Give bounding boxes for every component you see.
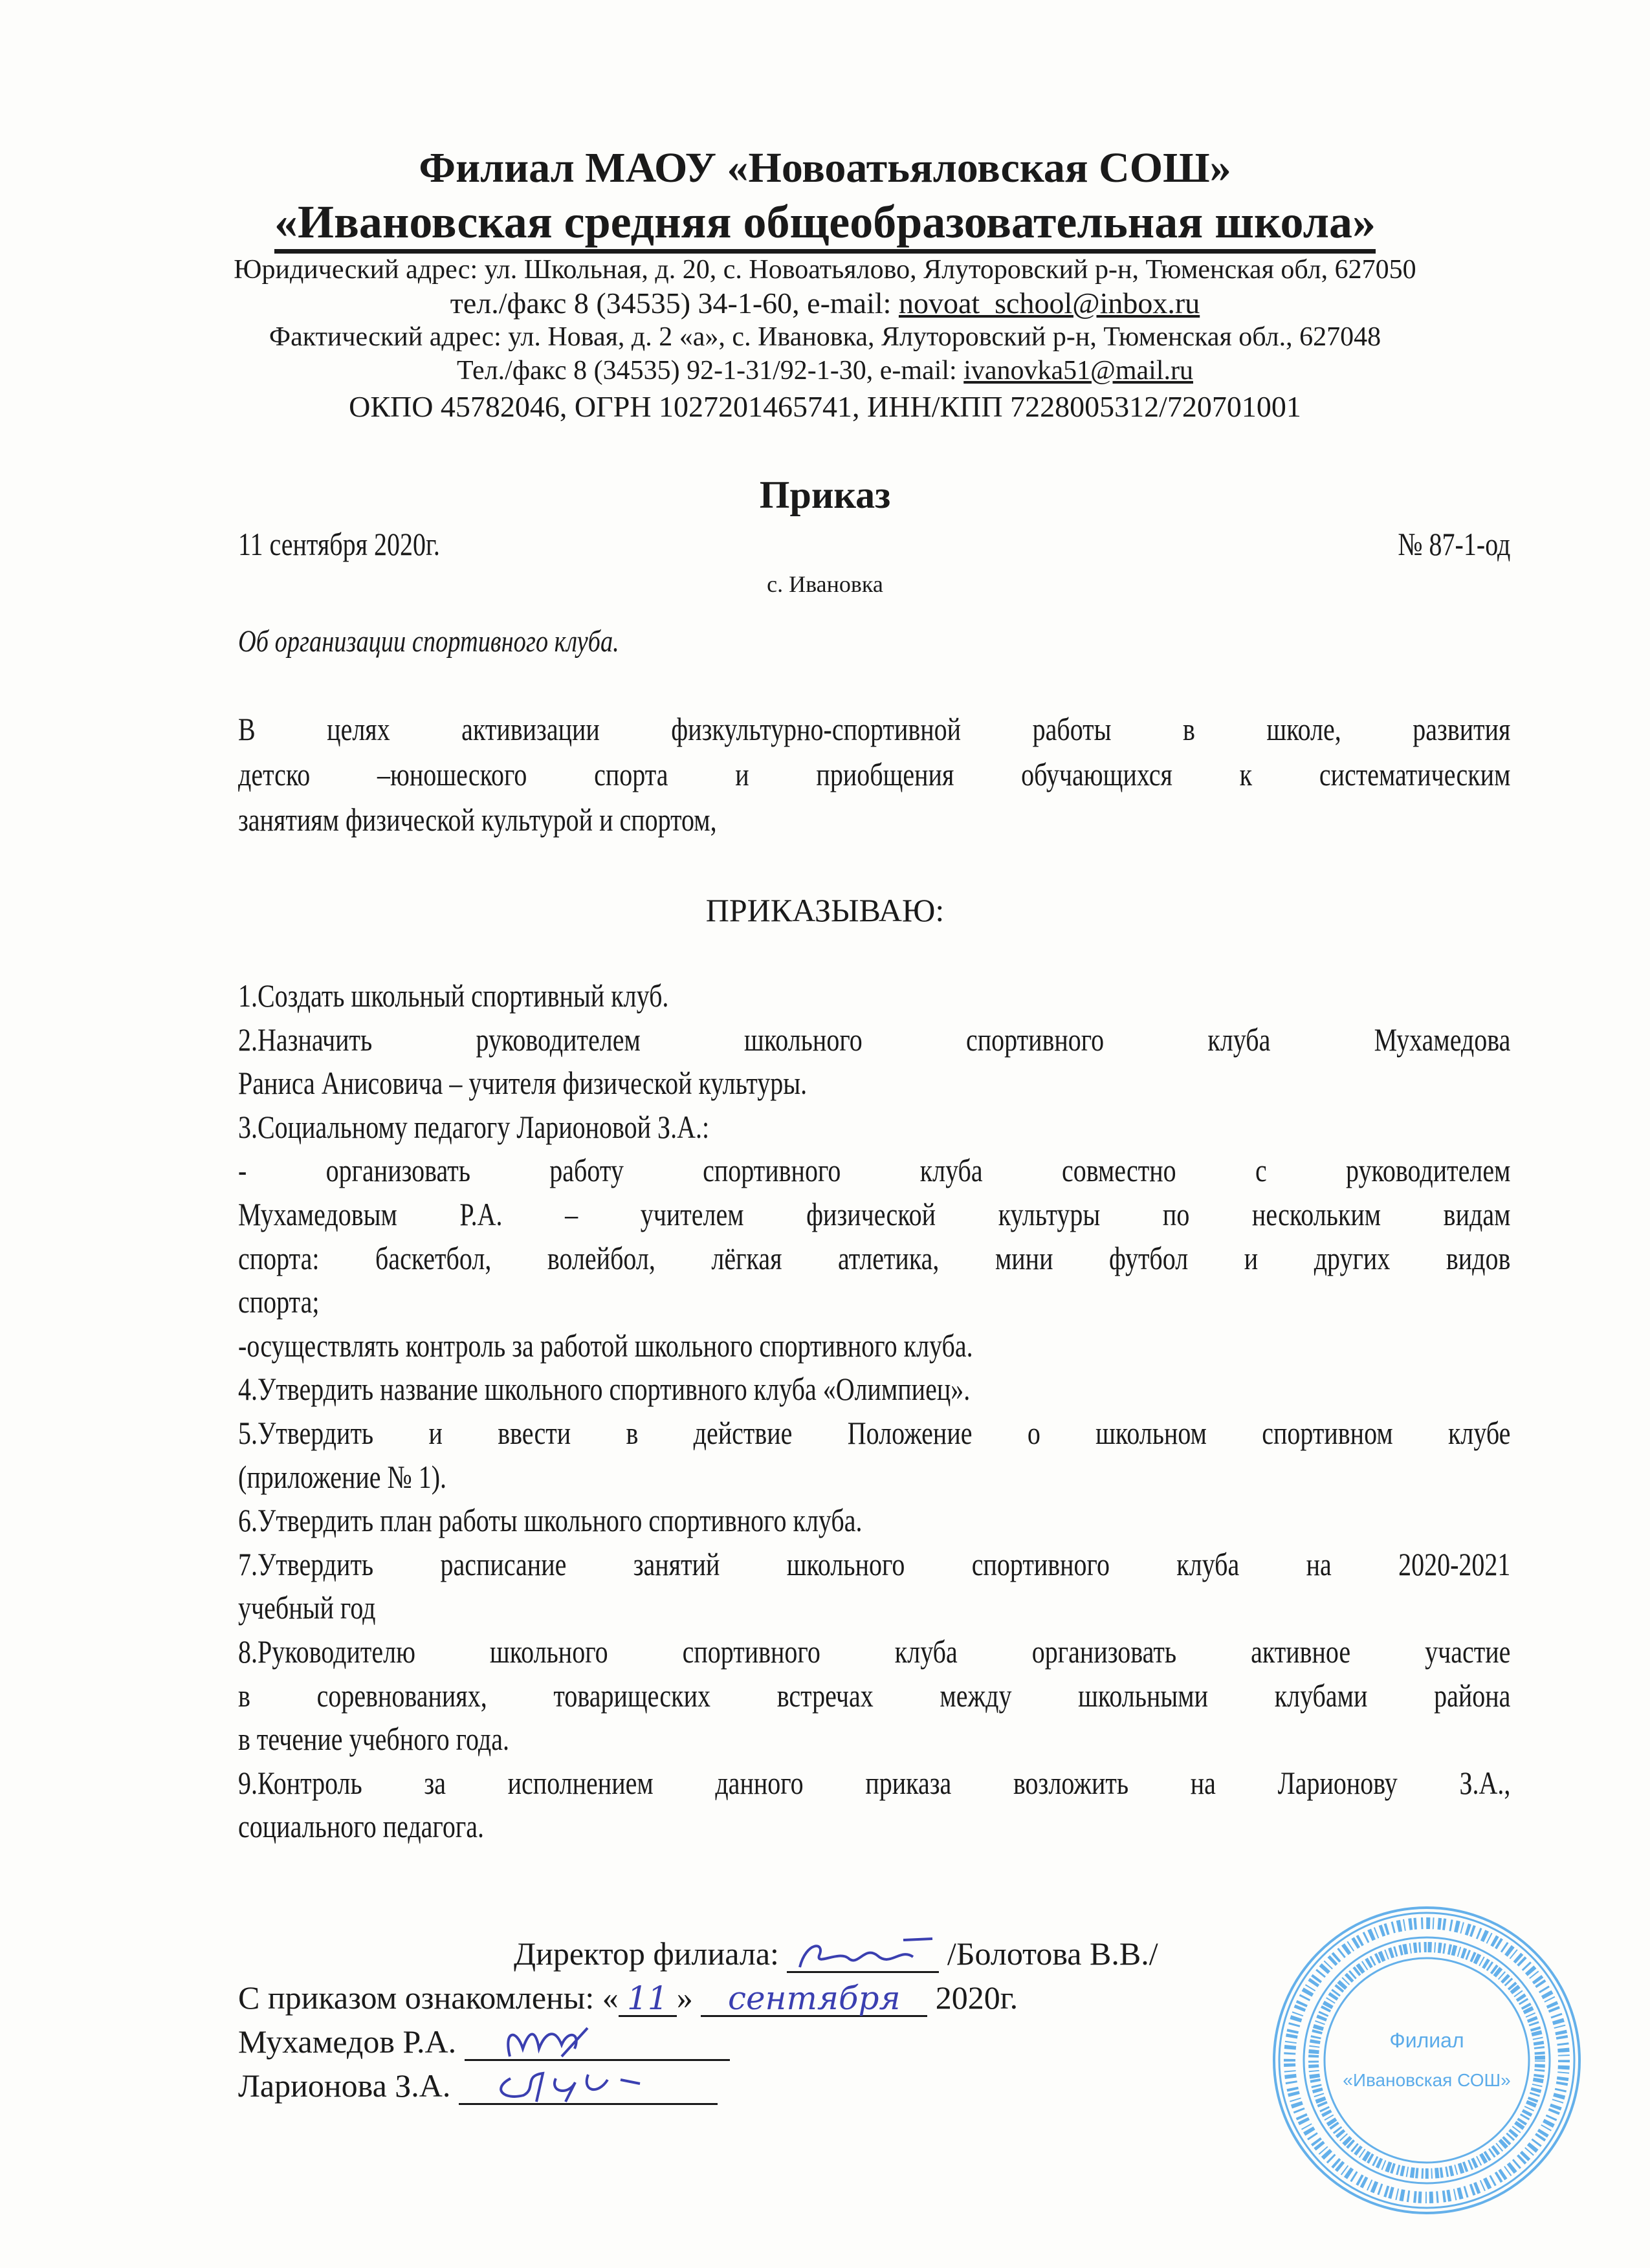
text-line: (приложение № 1). (238, 1458, 447, 1495)
order-items (238, 974, 1510, 1849)
person1-name: Мухамедов Р.А. (238, 2023, 457, 2060)
org-line: Филиал МАОУ «Новоатьяловская СОШ» (419, 144, 1231, 191)
person2-signature-line (459, 2069, 718, 2105)
official-stamp (1268, 1902, 1585, 2219)
actual-address: Фактический адрес: ул. Новая, д. 2 «а», с. Ивановка, Ялуторовский р-н, Тюменская обл., 627048 (269, 322, 1381, 352)
text-line: в соревнованиях, товарищеских встречах между школьными клубами района (238, 1677, 1511, 1714)
ack-month: сентября (701, 1981, 927, 2017)
person2-row (238, 2066, 718, 2105)
text-line: - организовать работу спортивного клуба совместно с руководителем (238, 1152, 1511, 1189)
text-line: детско –юношеского спорта и приобщения обучающихся к систематическим (238, 756, 1511, 792)
order-meta (238, 521, 1510, 567)
director-signature-row (514, 1934, 1158, 1973)
text-line: занятиям физической культурой и спортом, (238, 801, 717, 838)
stamp-outer-lettering (1290, 1923, 1564, 2197)
person2-signature-icon (485, 2069, 692, 2103)
text-line: В целях активизации физкультурно-спортивной работы в школе, развития (238, 711, 1511, 747)
person1-signature-line (465, 2025, 730, 2061)
order-subject: Об организации спортивного клуба. (238, 624, 619, 659)
text-line: Раниса Анисовича – учителя физической культуры. (238, 1065, 808, 1102)
ack-year: 2020г. (935, 1979, 1018, 2016)
order-date: 11 сентября 2020г. (238, 526, 440, 562)
order-title: Приказ (759, 474, 891, 516)
stamp-middle-lettering (1314, 1947, 1540, 2174)
ack-quote: » (676, 1979, 693, 2016)
text-line: 2.Назначить руководителем школьного спортивного клуба Мухамедова (238, 1021, 1511, 1058)
phone-2: Тел./факс 8 (34535) 92-1-31/92-1-30, e-mail: (457, 356, 964, 386)
text-line: 9.Контроль за исполнением данного приказа возложить на Ларионову З.А., (238, 1764, 1511, 1801)
phone-line-1 (0, 287, 1650, 320)
phone-line-2 (0, 354, 1650, 387)
email-link-1[interactable]: novoat_school@inbox.ru (898, 287, 1200, 320)
phone-1: тел./факс 8 (34535) 34-1-60, e-mail: (450, 287, 899, 320)
acknowledgement-row (238, 1978, 1018, 2017)
stamp-center-2: «Ивановская СОШ» (1343, 2070, 1511, 2090)
text-line: Мухамедовым Р.А. – учителем физической культуры по нескольким видам (238, 1195, 1511, 1232)
text-line: 7.Утвердить расписание занятий школьного спортивного клуба на 2020-2021 (238, 1545, 1511, 1582)
director-signature-line (787, 1937, 939, 1973)
text-line: учебный год (238, 1589, 376, 1626)
org-codes: ОКПО 45782046, ОГРН 1027201465741, ИНН/КПП 7228005312/720701001 (349, 390, 1301, 423)
person1-signature-icon (490, 2025, 685, 2059)
text-line: 8.Руководителю школьного спортивного клуба организовать активное участие (238, 1633, 1511, 1670)
ack-day: 11 (619, 1981, 677, 2017)
text-line: 4.Утвердить название школьного спортивного клуба «Олимпиец». (238, 1371, 971, 1408)
legal-address: Юридический адрес: ул. Школьная, д. 20, с. Новоатьялово, Ялуторовский р-н, Тюменская обл, 627050 (234, 255, 1416, 285)
intro-paragraph (238, 706, 1510, 842)
text-line: -осуществлять контроль за работой школьного спортивного клуба. (238, 1327, 973, 1364)
text-line: 6.Утвердить план работы школьного спортивного клуба. (238, 1502, 863, 1539)
person2-name: Ларионова З.А. (238, 2067, 451, 2104)
decree-word: ПРИКАЗЫВАЮ: (705, 892, 945, 928)
text-line: 3.Социальному педагогу Ларионовой З.А.: (238, 1108, 710, 1145)
order-place: с. Ивановка (767, 571, 883, 597)
director-signature-icon (787, 1937, 939, 1971)
email-link-2[interactable]: ivanovka51@mail.ru (963, 356, 1193, 386)
person1-row (238, 2022, 730, 2061)
text-line: 1.Создать школьный спортивный клуб. (238, 977, 669, 1014)
text-line: спорта; (238, 1283, 320, 1320)
text-line: в течение учебного года. (238, 1721, 509, 1758)
director-name: /Болотова В.В./ (947, 1935, 1158, 1972)
school-name-text: «Ивановская средняя общеобразовательная школа» (274, 196, 1376, 254)
text-line: 5.Утвердить и ввести в действие Положение о школьном спортивном клубе (238, 1414, 1511, 1451)
stamp-center-1: Филиал (1389, 2029, 1464, 2052)
ack-label: С приказом ознакомлены: « (238, 1979, 619, 2016)
text-line: спорта: баскетбол, волейбол, лёгкая атлетика, мини футбол и других видов (238, 1239, 1511, 1276)
school-name (0, 195, 1650, 248)
director-label: Директор филиала: (514, 1935, 779, 1972)
order-number: № 87-1-од (1398, 526, 1511, 562)
text-line: социального педагога. (238, 1808, 484, 1845)
